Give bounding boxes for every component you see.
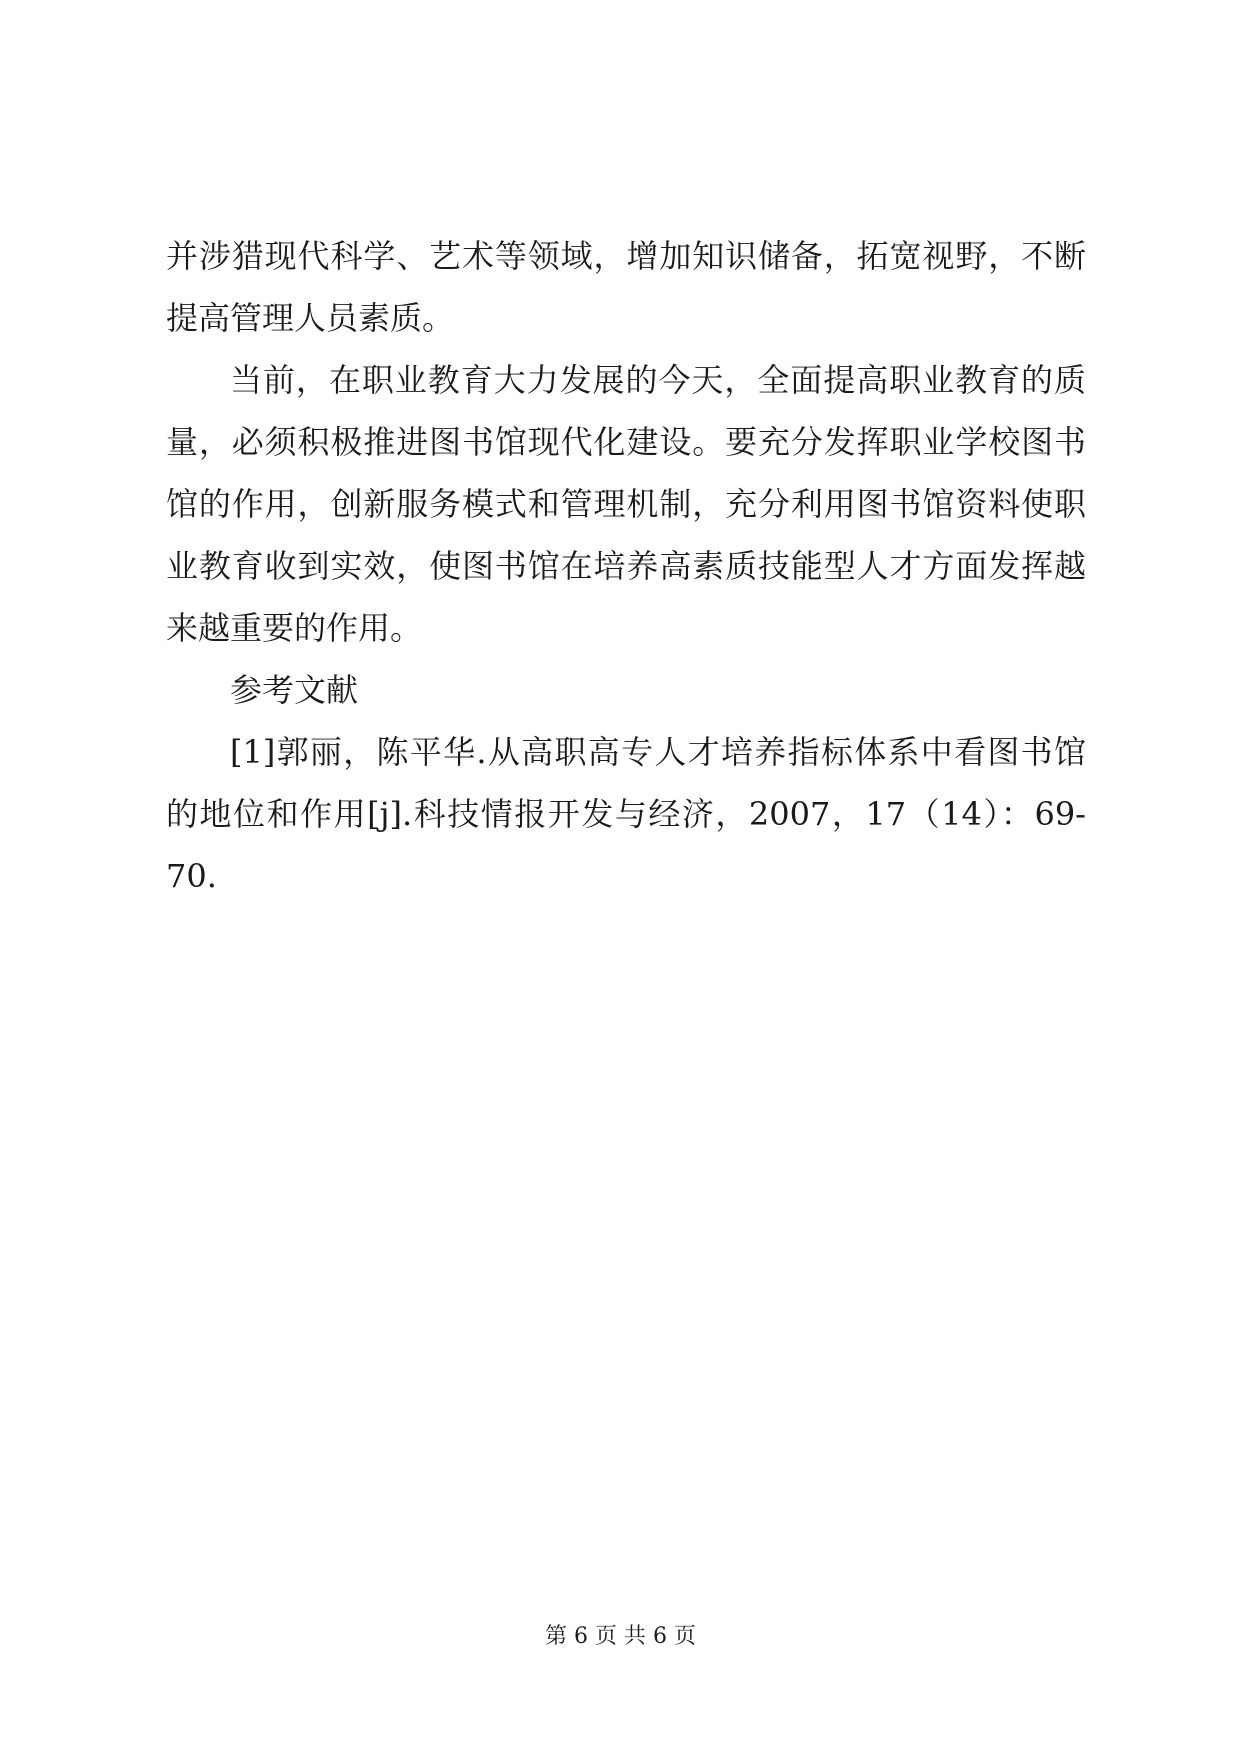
page-number-footer: 第 6 页 共 6 页 — [545, 1624, 696, 1649]
body-text-line: 提高管理人员素质。 — [166, 299, 455, 337]
reference-line: [1]郭丽，陈平华.从高职高专人才培养指标体系中看图书馆 — [230, 733, 1086, 771]
body-text-line: 量，必须积极推进图书馆现代化建设。要充分发挥职业学校图书 — [166, 423, 1086, 461]
references-heading: 参考文献 — [230, 671, 359, 709]
body-text-line: 来越重要的作用。 — [166, 609, 423, 647]
reference-line: 70. — [166, 857, 217, 895]
reference-line: 的地位和作用[j].科技情报开发与经济，2007，17（14）：69- — [166, 795, 1086, 833]
body-text-line: 并涉猎现代科学、艺术等领域，增加知识储备，拓宽视野，不断 — [166, 237, 1086, 275]
body-text-line: 业教育收到实效，使图书馆在培养高素质技能型人才方面发挥越 — [166, 547, 1086, 585]
body-text-line: 馆的作用，创新服务模式和管理机制，充分利用图书馆资料使职 — [166, 485, 1086, 523]
body-text-line: 当前，在职业教育大力发展的今天，全面提高职业教育的质 — [230, 361, 1086, 399]
